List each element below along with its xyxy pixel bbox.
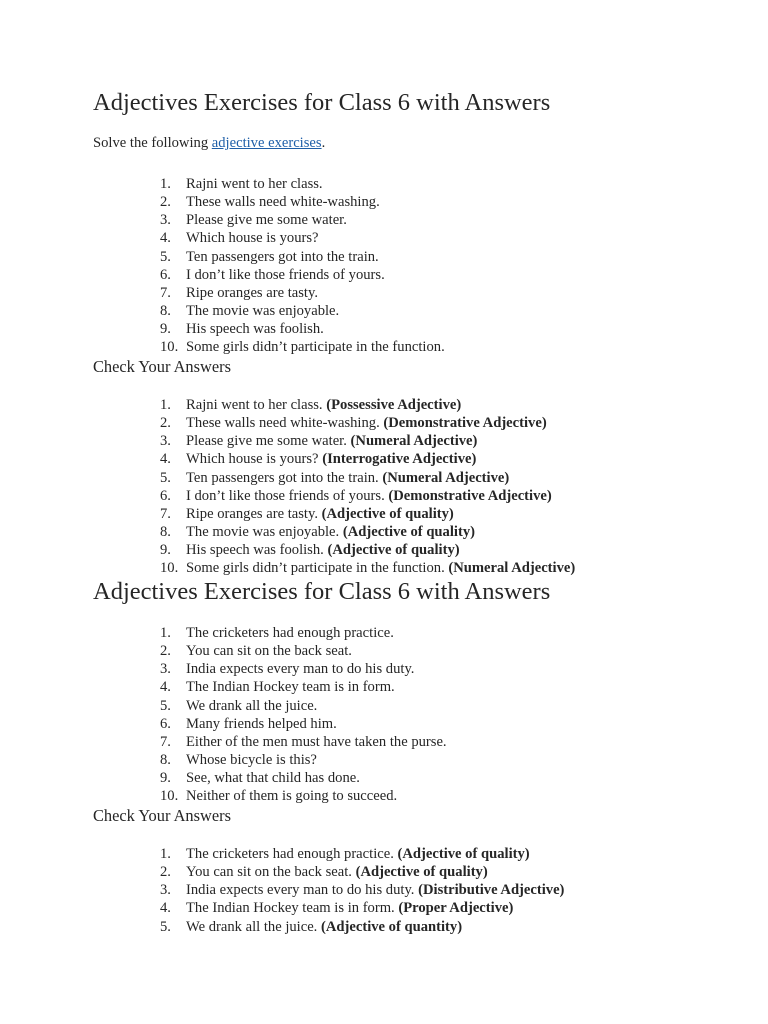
sentence-text: Some girls didn’t participate in the function. <box>186 560 445 577</box>
item-text <box>186 320 324 338</box>
intro-text <box>93 134 325 152</box>
sentence-text: Ten passengers got into the train. <box>186 248 379 265</box>
sentence-text: We drank all the juice. <box>186 918 318 935</box>
item-text <box>186 899 513 917</box>
item-text <box>186 523 475 541</box>
item-text <box>186 559 575 577</box>
item-text <box>186 863 488 881</box>
answer-label: (Numeral Adjective) <box>448 560 576 577</box>
answer-label: (Adjective of quality) <box>397 846 530 862</box>
item-number: 9. <box>160 542 171 559</box>
answer-label: (Numeral Adjective) <box>350 433 478 450</box>
item-text <box>186 787 397 805</box>
item-number: 1. <box>160 176 171 192</box>
sentence-text: India expects every man to do his duty. <box>186 661 415 678</box>
sentence-text: Whose bicycle is this? <box>186 751 317 768</box>
item-number: 8. <box>160 302 171 319</box>
sentence-text: Please give me some water. <box>186 212 347 229</box>
item-number: 4. <box>160 451 171 468</box>
sentence-text: Ten passengers got into the train. <box>186 469 379 486</box>
item-text <box>186 881 564 899</box>
answer-label: (Distributive Adjective) <box>418 882 565 899</box>
item-number: 5. <box>160 697 171 714</box>
answer-label: (Demonstrative Adjective) <box>388 487 552 504</box>
sentence-text: These walls need white-washing. <box>186 194 380 211</box>
item-number: 9. <box>160 321 171 338</box>
item-text <box>186 505 454 523</box>
sentence-text: The movie was enjoyable. <box>186 302 340 319</box>
sentence-text: Rajni went to her class. <box>186 397 323 413</box>
item-text <box>186 469 509 487</box>
item-number: 3. <box>160 212 171 229</box>
item-number: 6. <box>160 266 171 283</box>
item-text <box>186 193 380 211</box>
item-text <box>186 678 395 696</box>
answers-heading: Check Your Answers <box>93 357 231 376</box>
item-text <box>186 175 323 193</box>
answers-heading: Check Your Answers <box>93 806 231 825</box>
answer-label: (Numeral Adjective) <box>382 469 510 486</box>
sentence-text: Rajni went to her class. <box>186 176 323 192</box>
sentence-text: These walls need white-washing. <box>186 415 380 432</box>
item-text <box>186 211 347 229</box>
answer-label: (Adjective of quantity) <box>321 918 463 935</box>
item-text <box>186 733 447 751</box>
answer-label: (Proper Adjective) <box>398 900 514 917</box>
sentence-text: You can sit on the back seat. <box>186 864 352 881</box>
item-number: 10. <box>160 788 179 805</box>
answer-label: (Possessive Adjective) <box>326 397 462 413</box>
sentence-text: The movie was enjoyable. <box>186 523 340 540</box>
item-number: 5. <box>160 248 171 265</box>
sentence-text: See, what that child has done. <box>186 770 360 787</box>
item-number: 7. <box>160 505 171 522</box>
item-number: 10. <box>160 339 179 356</box>
item-number: 5. <box>160 469 171 486</box>
sentence-text: Many friends helped him. <box>186 715 337 732</box>
sentence-text: Which house is yours? <box>186 451 319 468</box>
item-number: 6. <box>160 487 171 504</box>
sentence-text: The Indian Hockey team is in form. <box>186 900 395 917</box>
item-number: 9. <box>160 770 171 787</box>
sentence-text: We drank all the juice. <box>186 697 318 714</box>
item-text <box>186 769 360 787</box>
item-number: 3. <box>160 882 171 899</box>
item-number: 8. <box>160 523 171 540</box>
answer-label: (Adjective of quality) <box>321 505 454 522</box>
sentence-text: His speech was foolish. <box>186 542 324 559</box>
item-text <box>186 715 337 733</box>
item-text <box>186 541 460 559</box>
item-text <box>186 697 317 715</box>
item-text <box>186 414 547 432</box>
item-text <box>186 266 385 284</box>
section-title: Adjectives Exercises for Class 6 with Answers <box>93 578 551 605</box>
sentence-text: I don’t like those friends of yours. <box>186 487 385 504</box>
item-number: 1. <box>160 397 171 413</box>
item-number: 2. <box>160 864 171 881</box>
item-text <box>186 338 445 356</box>
sentence-text: Neither of them is going to succeed. <box>186 788 398 805</box>
sentence-text: His speech was foolish. <box>186 321 324 338</box>
item-text <box>186 642 352 660</box>
item-number: 3. <box>160 661 171 678</box>
item-number: 10. <box>160 560 179 577</box>
sentence-text: Which house is yours? <box>186 230 319 247</box>
item-number: 3. <box>160 433 171 450</box>
item-number: 7. <box>160 733 171 750</box>
sentence-text: You can sit on the back seat. <box>186 643 352 660</box>
item-text <box>186 918 462 936</box>
sentence-text: Either of the men must have taken the purse. <box>186 733 447 750</box>
item-number: 4. <box>160 900 171 917</box>
intro-suffix: . <box>321 135 326 151</box>
item-text <box>186 302 339 320</box>
item-text <box>186 751 317 769</box>
item-text <box>186 450 476 468</box>
intro-prefix: Solve the following <box>93 135 212 151</box>
sentence-text: The Indian Hockey team is in form. <box>186 679 395 696</box>
item-number: 5. <box>160 918 171 935</box>
sentence-text: Some girls didn’t participate in the function. <box>186 339 445 356</box>
answer-label: (Demonstrative Adjective) <box>383 415 547 432</box>
answer-label: (Adjective of quality) <box>342 523 475 540</box>
answer-label: (Interrogative Adjective) <box>322 451 477 468</box>
section-title: Adjectives Exercises for Class 6 with Answers <box>93 89 551 116</box>
answer-label: (Adjective of quality) <box>327 542 460 559</box>
sentence-text: India expects every man to do his duty. <box>186 882 415 899</box>
item-text <box>186 248 379 266</box>
sentence-text: I don’t like those friends of yours. <box>186 266 385 283</box>
item-number: 1. <box>160 625 171 641</box>
sentence-text: Ripe oranges are tasty. <box>186 505 318 522</box>
adjective-exercises-link[interactable]: adjective exercises <box>211 135 322 151</box>
item-number: 2. <box>160 194 171 211</box>
item-text <box>186 229 319 247</box>
item-number: 8. <box>160 751 171 768</box>
item-number: 4. <box>160 679 171 696</box>
item-text <box>186 284 318 302</box>
item-text <box>186 487 552 505</box>
item-number: 1. <box>160 846 171 862</box>
sentence-text: Ripe oranges are tasty. <box>186 284 318 301</box>
item-number: 2. <box>160 415 171 432</box>
item-text <box>186 845 530 863</box>
item-number: 6. <box>160 715 171 732</box>
item-text <box>186 432 477 450</box>
sentence-text: Please give me some water. <box>186 433 347 450</box>
sentence-text: The cricketers had enough practice. <box>186 625 394 641</box>
answer-label: (Adjective of quality) <box>355 864 488 881</box>
item-number: 2. <box>160 643 171 660</box>
sentence-text: The cricketers had enough practice. <box>186 846 394 862</box>
item-text <box>186 624 394 642</box>
item-text <box>186 660 414 678</box>
item-text <box>186 396 461 414</box>
item-number: 4. <box>160 230 171 247</box>
item-number: 7. <box>160 284 171 301</box>
